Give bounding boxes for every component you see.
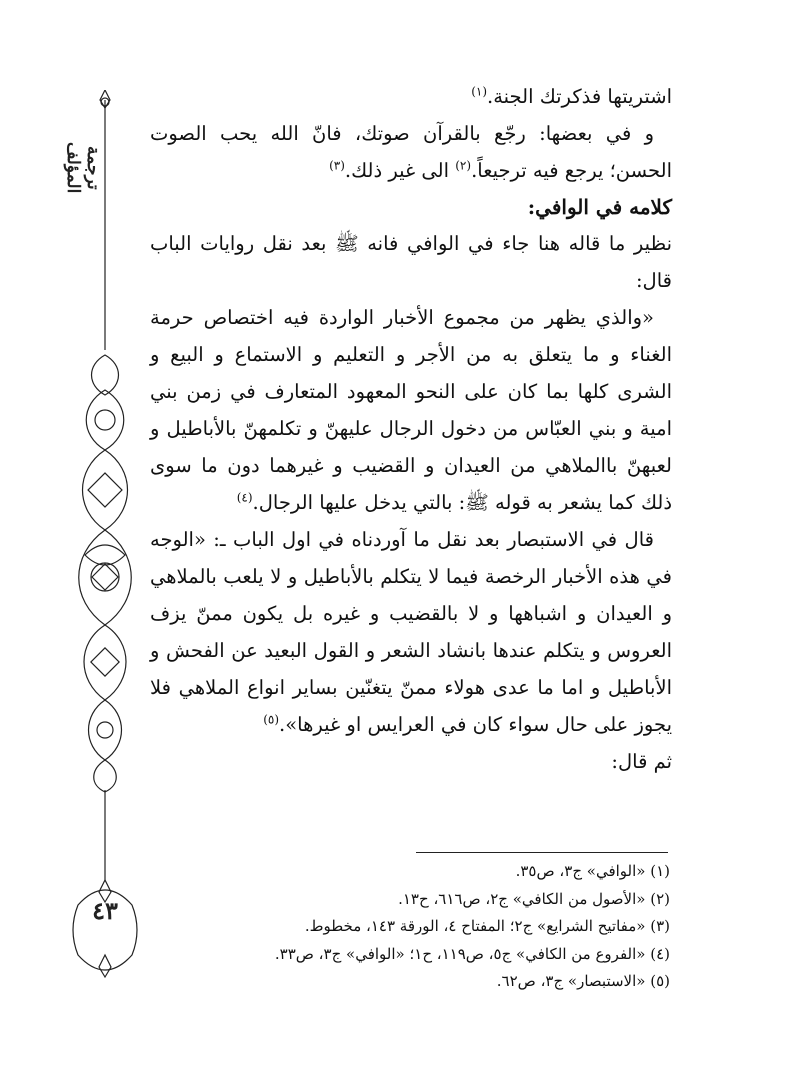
footnote: (٢) «الأصول من الكافي» ج٢، ص٦١٦، ح١٣. [398, 889, 670, 908]
footnote: (٤) «الفروع من الكافي» ج٥، ص١١٩، ح١؛ «الوافي» ج٣، ص٣٣. [274, 944, 670, 963]
footnote-ref: (١) [471, 84, 488, 99]
main-text [150, 78, 672, 780]
footnote-ref: (٤) [236, 490, 253, 505]
footnote-ref: (٢) [455, 158, 472, 173]
paragraph: ثم قال: [611, 750, 672, 773]
quote-text: قال في الاستبصار بعد نقل ما آوردناه في اول الباب ـ: «الوجه في هذه الأخبار الرخصة فيما لا يتكلم بالأباطيل و لا يلعب بالملاهي و العيدان و اشباهها و لا بالقضيب و غيره بل يكون ممنّ يزف العروس و يتكلم عندها بانشاد الشعر و القول البعيد عن الفحش و الأباطيل و اما ما عدى هولاء ممنّ يتغنّين بساير انواع الملاهي فلا يجوز على حال سواء كان في العرايس او غيرها». [150, 528, 672, 736]
paragraph [150, 299, 672, 521]
section-heading: كلامه في الوافي: [527, 195, 672, 219]
paragraph [150, 521, 672, 743]
footnotes [150, 858, 670, 996]
footnote-ref: (٥) [263, 712, 280, 727]
footnote: (٣) «مفاتيح الشرايع» ج٢؛ المفتاح ٤، الورقة ١٤٣، مخطوط. [304, 917, 670, 935]
footnote-ref: (٣) [329, 158, 345, 173]
running-title: ترجمة المؤلف [63, 142, 103, 194]
paragraph [150, 78, 672, 115]
quote-text: «والذي يظهر من مجموع الأخبار الواردة فيه اختصاص حرمة الغناء و ما يتعلق به من الأجر و التعليم و الاستماع و البيع و الشرى كلها بما كان على النحو المعهود المتعارف في زمن بني امية و بني العبّاس من دخول الرجال عليهنّ و تكلمهنّ بالأباطيل و لعبهنّ باالملاهي من العيدان و القضيب و غيرهما دون ما سوى ذلك كما يشعر به قوله ﷺ: بالتي يدخل عليها الرجال. [150, 306, 672, 514]
footnote-divider [416, 852, 668, 853]
footnote: (٥) «الاستبصار» ج٣، ص٦٢. [496, 972, 670, 990]
paragraph [150, 115, 672, 189]
text-line: الى غير ذلك. [344, 159, 456, 182]
text-line: اشتريتها فذكرتك الجنة. [487, 85, 672, 108]
text-line: و في بعضها: رجّع بالقرآن صوتك، فانّ الله يحب الصوت الحسن؛ يرجع فيه ترجيعاً. [150, 122, 672, 182]
footnote: (١) «الوافي» ج٣، ص٣٥. [515, 862, 670, 880]
page-number: ٤٣ [92, 896, 118, 925]
decorative-border-ornament [60, 90, 150, 1010]
paragraph: نظير ما قاله هنا جاء في الوافي فانه ﷺ بعد نقل روايات الباب قال: [150, 232, 672, 292]
